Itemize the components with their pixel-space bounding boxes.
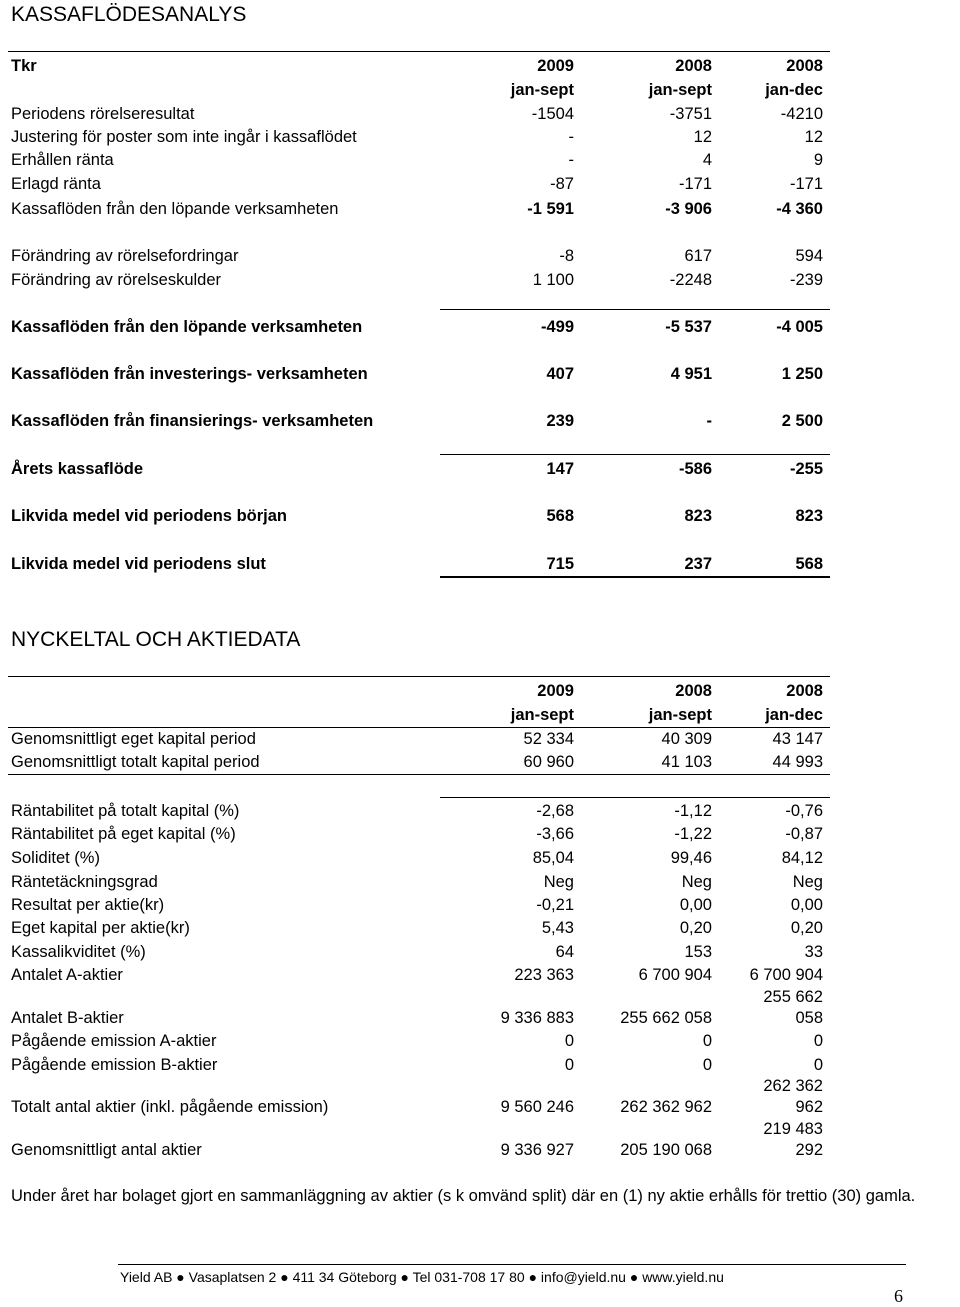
cashflow-row-label: Förändring av rörelsefordringar	[11, 247, 239, 265]
keyfigures-row-value: 0	[702, 1032, 712, 1050]
keyfigures-row-value: 5,43	[541, 919, 574, 937]
cashflow-row-label: Erlagd ränta	[11, 175, 101, 193]
keyfigures-row-value: 262 362 962	[620, 1098, 712, 1116]
keyfigures-row-value: -2,68	[536, 802, 574, 820]
keyfigures-row-value: 219 483	[763, 1120, 823, 1138]
keyfigures-section-rule	[440, 797, 830, 798]
keyfigures-row-value: 9 560 246	[500, 1098, 574, 1116]
keyfigures-row-value: 6 700 904	[749, 966, 823, 984]
keyfigures-row-label: Kassalikviditet (%)	[11, 943, 146, 961]
cashflow-row-value: -87	[550, 175, 574, 193]
cashflow-row-value: -	[568, 151, 574, 169]
keyfigures-row-value: 0,00	[679, 896, 712, 914]
cashflow-row-value: 4	[702, 151, 712, 169]
cashflow-row-label: Justering för poster som inte ingår i kassaflödet	[11, 128, 357, 146]
keyfigures-row-value: 40 309	[661, 730, 712, 748]
cashflow-row-value: -5 537	[665, 318, 712, 336]
cashflow-row-value: 568	[546, 507, 574, 525]
cashflow-row-value: -	[706, 412, 712, 430]
keyfigures-row-value: Neg	[543, 873, 574, 891]
keyfigures-year-col1: 2009	[537, 682, 574, 700]
cashflow-row-label: Kassaflöden från finansierings- verksamheten	[11, 412, 374, 430]
keyfigures-row-value: 9 336 927	[500, 1141, 574, 1159]
cashflow-row-value: -171	[678, 175, 712, 193]
cashflow-row-value: 147	[546, 460, 574, 478]
keyfigures-row-label: Räntabilitet på totalt kapital (%)	[11, 802, 240, 820]
keyfigures-row-value: 255 662	[763, 988, 823, 1006]
keyfigures-row-value: 292	[795, 1141, 823, 1159]
cashflow-row-value: 1 100	[532, 271, 574, 289]
cashflow-row-label: Likvida medel vid periodens slut	[11, 555, 266, 573]
cashflow-row-value: 239	[546, 412, 574, 430]
keyfigures-row-value: 205 190 068	[620, 1141, 712, 1159]
cashflow-row-value: 1 250	[781, 365, 823, 383]
cashflow-row-value: 407	[546, 365, 574, 383]
keyfigures-row-value: 41 103	[661, 753, 712, 771]
cashflow-row-label: Erhållen ränta	[11, 151, 114, 169]
keyfigures-row-label: Genomsnittligt antal aktier	[11, 1141, 202, 1159]
cashflow-row-label: Periodens rörelseresultat	[11, 105, 195, 123]
cashflow-row-label: Årets kassaflöde	[11, 460, 144, 478]
keyfigures-row-value: -0,76	[785, 802, 823, 820]
cashflow-row-value: 823	[795, 507, 823, 525]
cashflow-row-value: -239	[789, 271, 823, 289]
keyfigures-row-value: -1,12	[674, 802, 712, 820]
keyfigures-row-value: 0,00	[790, 896, 823, 914]
footer-rule	[118, 1264, 906, 1265]
keyfigures-row-value: 962	[795, 1098, 823, 1116]
keyfigures-row-value: 0	[702, 1056, 712, 1074]
keyfigures-period-col2: jan-sept	[648, 706, 712, 724]
cashflow-row-value: 617	[684, 247, 712, 265]
keyfigures-row-value: -0,87	[785, 825, 823, 843]
keyfigures-row-label: Eget kapital per aktie(kr)	[11, 919, 190, 937]
keyfigures-row-value: 262 362	[763, 1077, 823, 1095]
cashflow-row-value: 9	[813, 151, 823, 169]
keyfigures-row-value: 99,46	[670, 849, 712, 867]
keyfigures-top-rule	[8, 676, 830, 677]
keyfigures-row-value: Neg	[681, 873, 712, 891]
cashflow-period-col1: jan-sept	[510, 81, 574, 99]
keyfigures-year-col2: 2008	[675, 682, 712, 700]
cashflow-row-value: 823	[684, 507, 712, 525]
cashflow-row-label: Kassaflöden från den löpande verksamheten	[11, 318, 363, 336]
keyfigures-row-label: Soliditet (%)	[11, 849, 100, 867]
cashflow-total-rule	[440, 576, 830, 578]
cashflow-subtotal-rule	[440, 309, 830, 310]
keyfigures-row-value: 85,04	[532, 849, 574, 867]
keyfigures-row-value: 223 363	[514, 966, 574, 984]
cashflow-row-value: -4 005	[776, 318, 823, 336]
cashflow-row-value: -8	[559, 247, 574, 265]
cashflow-row-label: Förändring av rörelseskulder	[11, 271, 222, 289]
cashflow-row-label: Kassaflöden från den löpande verksamheten	[11, 200, 339, 218]
keyfigures-row-value: 64	[555, 943, 574, 961]
cashflow-row-value: -4 360	[776, 200, 823, 218]
keyfigures-row-value: 153	[684, 943, 712, 961]
keyfigures-row-label: Räntabilitet på eget kapital (%)	[11, 825, 236, 843]
keyfigures-row-value: 43 147	[772, 730, 823, 748]
cashflow-row-value: -3 906	[665, 200, 712, 218]
cashflow-row-value: 237	[684, 555, 712, 573]
keyfigures-row-value: 0	[564, 1032, 574, 1050]
cashflow-year-col3: 2008	[786, 57, 823, 75]
keyfigures-row-value: -1,22	[674, 825, 712, 843]
cashflow-row-value: -4210	[780, 105, 823, 123]
keyfigures-row-value: -0,21	[536, 896, 574, 914]
split-note: Under året har bolaget gjort en sammanläggning av aktier (s k omvänd split) där en (1) ny aktie erhålls för trettio (30) gamla.	[11, 1187, 916, 1205]
keyfigures-row-label: Antalet B-aktier	[11, 1009, 124, 1027]
cashflow-row-label: Kassaflöden från investerings- verksamheten	[11, 365, 368, 383]
cashflow-title: KASSAFLÖDESANALYS	[11, 3, 247, 26]
page-number: 6	[894, 1286, 903, 1306]
keyfigures-row-value: 33	[804, 943, 823, 961]
cashflow-row-value: -586	[678, 460, 712, 478]
keyfigures-row-value: 60 960	[523, 753, 574, 771]
cashflow-row-value: -499	[540, 318, 574, 336]
cashflow-row-value: -2248	[669, 271, 712, 289]
footer-contact: Yield AB ● Vasaplatsen 2 ● 411 34 Göteborg ● Tel 031-708 17 80 ● info@yield.nu ● www.yield.nu	[120, 1269, 724, 1285]
cashflow-year-col1: 2009	[537, 57, 574, 75]
cashflow-row-value: 4 951	[670, 365, 712, 383]
cashflow-row-value: 568	[795, 555, 823, 573]
keyfigures-row-value: 0,20	[790, 919, 823, 937]
cashflow-row-value: -	[568, 128, 574, 146]
cashflow-row-label: Likvida medel vid periodens början	[11, 507, 287, 525]
cashflow-header-label: Tkr	[11, 57, 37, 75]
keyfigures-row-value: 52 334	[523, 730, 574, 748]
cashflow-subtotal-rule	[440, 454, 830, 455]
cashflow-row-value: -1 591	[527, 200, 574, 218]
keyfigures-row-label: Antalet A-aktier	[11, 966, 123, 984]
cashflow-row-value: 12	[804, 128, 823, 146]
keyfigures-row-label: Pågående emission B-aktier	[11, 1056, 218, 1074]
keyfigures-row-rule	[8, 774, 830, 775]
keyfigures-row-value: -3,66	[536, 825, 574, 843]
keyfigures-row-value: 255 662 058	[620, 1009, 712, 1027]
keyfigures-row-value: 44 993	[772, 753, 823, 771]
keyfigures-row-label: Pågående emission A-aktier	[11, 1032, 217, 1050]
keyfigures-row-value: 0	[813, 1032, 823, 1050]
keyfigures-row-value: 9 336 883	[500, 1009, 574, 1027]
cashflow-year-col2: 2008	[675, 57, 712, 75]
cashflow-row-value: 12	[693, 128, 712, 146]
keyfigures-row-value: Neg	[792, 873, 823, 891]
keyfigures-row-label: Resultat per aktie(kr)	[11, 896, 165, 914]
cashflow-top-rule	[8, 51, 830, 52]
cashflow-row-value: -171	[789, 175, 823, 193]
cashflow-row-value: 715	[546, 555, 574, 573]
keyfigures-row-value: 0,20	[679, 919, 712, 937]
keyfigures-row-value: 058	[795, 1009, 823, 1027]
cashflow-row-value: -3751	[669, 105, 712, 123]
keyfigures-row-value: 84,12	[781, 849, 823, 867]
cashflow-row-value: 594	[795, 247, 823, 265]
keyfigures-row-value: 0	[813, 1056, 823, 1074]
keyfigures-row-value: 6 700 904	[638, 966, 712, 984]
cashflow-period-col3: jan-dec	[765, 81, 823, 99]
keyfigures-title: NYCKELTAL OCH AKTIEDATA	[11, 628, 301, 651]
keyfigures-row-value: 0	[564, 1056, 574, 1074]
cashflow-row-value: 2 500	[781, 412, 823, 430]
keyfigures-row-label: Genomsnittligt eget kapital period	[11, 730, 256, 748]
keyfigures-period-col3: jan-dec	[765, 706, 823, 724]
cashflow-row-value: -255	[789, 460, 823, 478]
cashflow-row-value: -1504	[531, 105, 574, 123]
keyfigures-header-rule	[8, 727, 830, 728]
keyfigures-row-label: Räntetäckningsgrad	[11, 873, 158, 891]
keyfigures-period-col1: jan-sept	[510, 706, 574, 724]
keyfigures-row-label: Genomsnittligt totalt kapital period	[11, 753, 260, 771]
cashflow-period-col2: jan-sept	[648, 81, 712, 99]
keyfigures-year-col3: 2008	[786, 682, 823, 700]
keyfigures-row-label: Totalt antal aktier (inkl. pågående emission)	[11, 1098, 329, 1116]
